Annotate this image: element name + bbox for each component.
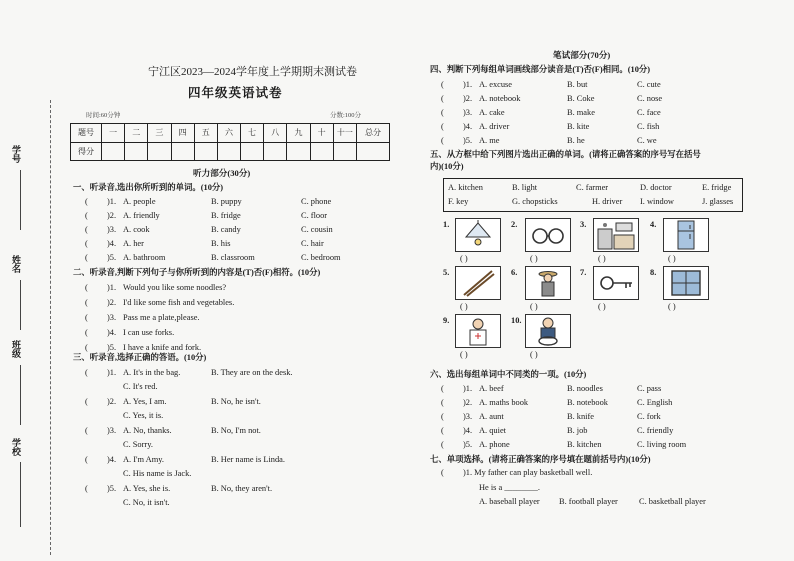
option-c: C. English bbox=[637, 398, 673, 407]
option-a: A. maths book bbox=[479, 398, 529, 407]
score-input-cell[interactable] bbox=[310, 142, 333, 161]
answer-blank[interactable]: ( ) bbox=[460, 254, 468, 263]
score-input-cell[interactable] bbox=[194, 142, 217, 161]
section-1-title: 一、听录音,选出你所听到的单词。(10分) bbox=[73, 183, 224, 192]
lamp-picture bbox=[455, 218, 501, 252]
pic-number: 8. bbox=[650, 268, 657, 277]
answer-blank[interactable]: ( ) bbox=[530, 302, 538, 311]
word-option: E. fridge bbox=[702, 183, 732, 192]
answer-blank[interactable]: ( ) bbox=[530, 254, 538, 263]
option-b: B. his bbox=[211, 239, 231, 248]
answer-blank[interactable]: ( bbox=[441, 468, 444, 477]
answer-blank[interactable]: ( bbox=[441, 136, 444, 145]
option-b: B. Her name is Linda. bbox=[211, 455, 285, 464]
question-number: )3. bbox=[463, 412, 473, 421]
answer-blank[interactable]: ( ) bbox=[460, 350, 468, 359]
option-b: B. knife bbox=[567, 412, 594, 421]
score-cell: 五 bbox=[194, 124, 217, 143]
word-option: B. light bbox=[512, 183, 538, 192]
listening-heading: 听力部分(30分) bbox=[193, 168, 251, 178]
side-label-name: 姓名 bbox=[11, 255, 21, 273]
score-cell: 题号 bbox=[71, 124, 102, 143]
score-cell: 七 bbox=[241, 124, 264, 143]
option-a: A. notebook bbox=[479, 94, 521, 103]
question-number: )1. bbox=[463, 80, 473, 89]
sentence: )4. bbox=[107, 328, 117, 337]
option-a: A. cake bbox=[479, 108, 505, 117]
option-b: B. fridge bbox=[211, 211, 241, 220]
score-table-header-row bbox=[71, 124, 390, 143]
section-5-title-cont: 内)(10分) bbox=[430, 162, 464, 171]
answer-blank[interactable]: ( bbox=[441, 426, 444, 435]
option-a: A. I'm Amy. bbox=[123, 455, 164, 464]
answer-blank[interactable]: ( bbox=[85, 426, 88, 435]
option-b: B. No, I'm not. bbox=[211, 426, 261, 435]
question-number: )5. bbox=[463, 440, 473, 449]
answer-blank[interactable]: ( ) bbox=[598, 254, 606, 263]
score-cell: 四 bbox=[171, 124, 194, 143]
key-picture bbox=[593, 266, 639, 300]
option-c: C. basketball player bbox=[639, 497, 706, 506]
option-b: B. No, he isn't. bbox=[211, 397, 261, 406]
exam-score-total: 分数:100分 bbox=[330, 112, 362, 119]
answer-blank[interactable]: ( ) bbox=[598, 302, 606, 311]
option-b: B. kitchen bbox=[567, 440, 602, 449]
word-option: G. chopsticks bbox=[512, 197, 558, 206]
sentence-text: Would you like some noodles? bbox=[123, 283, 227, 292]
question-number: )2. bbox=[107, 397, 117, 406]
word-option: F. key bbox=[448, 197, 469, 206]
score-table-score-row bbox=[71, 142, 390, 161]
score-table bbox=[70, 123, 390, 161]
question-number: )4. bbox=[107, 239, 117, 248]
question-number: )4. bbox=[463, 122, 473, 131]
option-a: A. friendly bbox=[123, 211, 160, 220]
word-option: A. kitchen bbox=[448, 183, 483, 192]
question-number: )3. bbox=[463, 108, 473, 117]
answer-blank[interactable]: ( bbox=[441, 80, 444, 89]
score-input-cell[interactable] bbox=[217, 142, 240, 161]
option-c: C. cousin bbox=[301, 225, 333, 234]
doctor-picture bbox=[455, 314, 501, 348]
answer-blank[interactable]: ( bbox=[441, 108, 444, 117]
question-number: )1. bbox=[463, 384, 473, 393]
option-c: C. Sorry. bbox=[123, 440, 153, 449]
answer-blank[interactable]: ( bbox=[85, 225, 88, 234]
answer-blank[interactable]: ( bbox=[85, 211, 88, 220]
option-c: C. pass bbox=[637, 384, 662, 393]
word-option: C. farmer bbox=[576, 183, 609, 192]
question-number: )1. bbox=[107, 368, 117, 377]
option-c: C. nose bbox=[637, 94, 663, 103]
score-cell: 得分 bbox=[71, 142, 102, 161]
answer-blank[interactable]: ( bbox=[85, 313, 88, 322]
pic-number: 7. bbox=[580, 268, 587, 277]
option-c: C. phone bbox=[301, 197, 332, 206]
exam-title: 宁江区2023—2024学年度上学期期末测试卷 bbox=[148, 66, 357, 78]
option-b: B. candy bbox=[211, 225, 241, 234]
option-b: B. No, they aren't. bbox=[211, 484, 273, 493]
question-number: )2. bbox=[463, 398, 473, 407]
option-a: A. Yes, she is. bbox=[123, 484, 171, 493]
question-number: )5. bbox=[463, 136, 473, 145]
side-label-student-id: 学号 bbox=[11, 145, 21, 163]
fridge-picture bbox=[663, 218, 709, 252]
driver-picture bbox=[525, 314, 571, 348]
option-b: B. football player bbox=[559, 497, 618, 506]
section-7-title: 七、单项选择。(请将正确答案的序号填在题前括号内)(10分) bbox=[430, 455, 651, 464]
question-number: )4. bbox=[107, 455, 117, 464]
score-input-cell[interactable] bbox=[241, 142, 264, 161]
option-b: B. Coke bbox=[567, 94, 595, 103]
option-b: B. notebook bbox=[567, 398, 608, 407]
option-c: C. It's red. bbox=[123, 382, 158, 391]
word-option: D. doctor bbox=[640, 183, 672, 192]
sentence-text: Pass me a plate,please. bbox=[123, 313, 200, 322]
score-input-cell[interactable] bbox=[333, 142, 356, 161]
option-a: A. bathroom bbox=[123, 253, 166, 262]
section-5-title: 五、从方框中给下列图片选出正确的单词。(请将正确答案的序号写在括号 bbox=[430, 150, 701, 159]
pic-number: 2. bbox=[511, 220, 518, 229]
answer-blank[interactable]: ( bbox=[85, 239, 88, 248]
answer-blank[interactable]: ( bbox=[441, 398, 444, 407]
question-number: )5. bbox=[107, 484, 117, 493]
question-number: )4. bbox=[463, 426, 473, 435]
window-picture bbox=[663, 266, 709, 300]
score-cell: 六 bbox=[217, 124, 240, 143]
score-cell: 总分 bbox=[357, 124, 390, 143]
option-c: C. fork bbox=[637, 412, 661, 421]
option-c: C. fish bbox=[637, 122, 660, 131]
option-b: B. kite bbox=[567, 122, 590, 131]
answer-blank[interactable]: ( bbox=[85, 328, 88, 337]
option-c: C. cute bbox=[637, 80, 661, 89]
option-c: C. hair bbox=[301, 239, 324, 248]
option-b: B. noodles bbox=[567, 384, 603, 393]
option-a: A. quiet bbox=[479, 426, 506, 435]
section-3-title: 三、听录音,选择正确的答语。(10分) bbox=[73, 353, 207, 362]
option-a: A. Yes, I am. bbox=[123, 397, 167, 406]
answer-blank[interactable]: ( ) bbox=[460, 302, 468, 311]
exam-time: 时间:60分钟 bbox=[86, 112, 121, 119]
binding-line bbox=[50, 100, 51, 555]
answer-blank[interactable]: ( bbox=[441, 94, 444, 103]
option-a: A. baseball player bbox=[479, 497, 540, 506]
option-a: A. No, thanks. bbox=[123, 426, 172, 435]
score-input-cell[interactable] bbox=[264, 142, 287, 161]
sentence: )3. bbox=[107, 313, 117, 322]
option-c: C. floor bbox=[301, 211, 328, 220]
pic-number: 9. bbox=[443, 316, 450, 325]
option-b: B. make bbox=[567, 108, 595, 117]
option-b: B. job bbox=[567, 426, 588, 435]
option-a: A. her bbox=[123, 239, 144, 248]
option-c: C. bedroom bbox=[301, 253, 341, 262]
word-option: J. glasses bbox=[702, 197, 734, 206]
answer-blank[interactable]: ( bbox=[85, 455, 88, 464]
question-text: )1. My father can play basketball well. bbox=[463, 468, 593, 477]
side-label-class: 班级 bbox=[11, 340, 21, 358]
side-line bbox=[20, 280, 21, 330]
option-b: B. he bbox=[567, 136, 585, 145]
option-a: A. aunt bbox=[479, 412, 504, 421]
option-b: B. puppy bbox=[211, 197, 242, 206]
answer-blank[interactable]: ( ) bbox=[668, 254, 676, 263]
pic-number: 1. bbox=[443, 220, 450, 229]
sentence-text: I'd like some fish and vegetables. bbox=[123, 298, 235, 307]
score-input-cell[interactable] bbox=[102, 142, 125, 161]
answer-blank[interactable]: ( ) bbox=[530, 350, 538, 359]
score-cell: 二 bbox=[125, 124, 148, 143]
score-cell: 一 bbox=[102, 124, 125, 143]
option-c: C. friendly bbox=[637, 426, 674, 435]
score-cell: 八 bbox=[264, 124, 287, 143]
word-option: I. window bbox=[640, 197, 674, 206]
glasses-picture bbox=[525, 218, 571, 252]
side-line bbox=[20, 170, 21, 230]
question-number: )2. bbox=[463, 94, 473, 103]
score-input-cell[interactable] bbox=[287, 142, 310, 161]
option-a: A. cook bbox=[123, 225, 150, 234]
question-number: )5. bbox=[107, 253, 117, 262]
word-option: H. driver bbox=[592, 197, 623, 206]
question-number: )3. bbox=[107, 225, 117, 234]
sentence: )2. bbox=[107, 298, 117, 307]
question-number: )3. bbox=[107, 426, 117, 435]
pic-number: 6. bbox=[511, 268, 518, 277]
option-a: A. phone bbox=[479, 440, 510, 449]
sentence: )1. bbox=[107, 283, 117, 292]
answer-blank[interactable]: ( bbox=[85, 343, 88, 352]
kitchen-picture bbox=[593, 218, 639, 252]
question-fill-line: He is a ________. bbox=[479, 483, 540, 492]
pic-number: 3. bbox=[580, 220, 587, 229]
answer-blank[interactable]: ( bbox=[85, 197, 88, 206]
pic-number: 4. bbox=[650, 220, 657, 229]
answer-blank[interactable]: ( bbox=[85, 368, 88, 377]
score-input-cell[interactable] bbox=[171, 142, 194, 161]
answer-blank[interactable]: ( bbox=[85, 298, 88, 307]
option-a: A. driver bbox=[479, 122, 510, 131]
option-c: C. face bbox=[637, 108, 661, 117]
score-cell: 十一 bbox=[333, 124, 356, 143]
score-cell: 九 bbox=[287, 124, 310, 143]
section-2-title: 二、听录音,判断下列句子与你所听到的内容是(T)否(F)相符。(10分) bbox=[73, 268, 321, 277]
option-a: A. people bbox=[123, 197, 156, 206]
word-bank-box bbox=[443, 178, 743, 212]
score-input-cell[interactable] bbox=[125, 142, 148, 161]
option-b: B. but bbox=[567, 80, 588, 89]
answer-blank[interactable]: ( bbox=[85, 253, 88, 262]
option-c: C. we bbox=[637, 136, 657, 145]
answer-blank[interactable]: ( ) bbox=[668, 302, 676, 311]
exam-subtitle: 四年级英语试卷 bbox=[188, 86, 283, 100]
pic-number: 5. bbox=[443, 268, 450, 277]
option-a: A. beef bbox=[479, 384, 504, 393]
option-b: B. classroom bbox=[211, 253, 255, 262]
score-input-cell[interactable] bbox=[148, 142, 171, 161]
side-line bbox=[20, 365, 21, 425]
answer-blank[interactable]: ( bbox=[441, 440, 444, 449]
option-c: C. living room bbox=[637, 440, 687, 449]
answer-blank[interactable]: ( bbox=[441, 412, 444, 421]
side-label-school: 学校 bbox=[11, 438, 21, 456]
chopsticks-picture bbox=[455, 266, 501, 300]
option-a: A. It's in the bag. bbox=[123, 368, 181, 377]
question-number: )1. bbox=[107, 197, 117, 206]
option-a: A. excuse bbox=[479, 80, 513, 89]
score-cell: 十 bbox=[310, 124, 333, 143]
option-c: C. His name is Jack. bbox=[123, 469, 192, 478]
writing-heading: 笔试部分(70分) bbox=[553, 50, 611, 60]
question-number: )2. bbox=[107, 211, 117, 220]
section-6-title: 六、选出每组单词中不同类的一项。(10分) bbox=[430, 370, 587, 379]
farmer-picture bbox=[525, 266, 571, 300]
answer-blank[interactable]: ( bbox=[441, 384, 444, 393]
answer-blank[interactable]: ( bbox=[85, 283, 88, 292]
section-4-title: 四、判断下列每组单词画线部分读音是(T)否(F)相同。(10分) bbox=[430, 65, 651, 74]
option-b: B. They are on the desk. bbox=[211, 368, 293, 377]
pic-number: 10. bbox=[511, 316, 522, 325]
answer-blank[interactable]: ( bbox=[85, 484, 88, 493]
option-c: C. Yes, it is. bbox=[123, 411, 164, 420]
score-cell: 三 bbox=[148, 124, 171, 143]
answer-blank[interactable]: ( bbox=[85, 397, 88, 406]
option-a: A. me bbox=[479, 136, 500, 145]
sentence-text: I can use forks. bbox=[123, 328, 175, 337]
option-c: C. No, it isn't. bbox=[123, 498, 170, 507]
sentence: )5. bbox=[107, 343, 117, 352]
score-input-cell[interactable] bbox=[357, 142, 390, 161]
side-line bbox=[20, 462, 21, 527]
answer-blank[interactable]: ( bbox=[441, 122, 444, 131]
sentence-text: I have a knife and fork. bbox=[123, 343, 202, 352]
